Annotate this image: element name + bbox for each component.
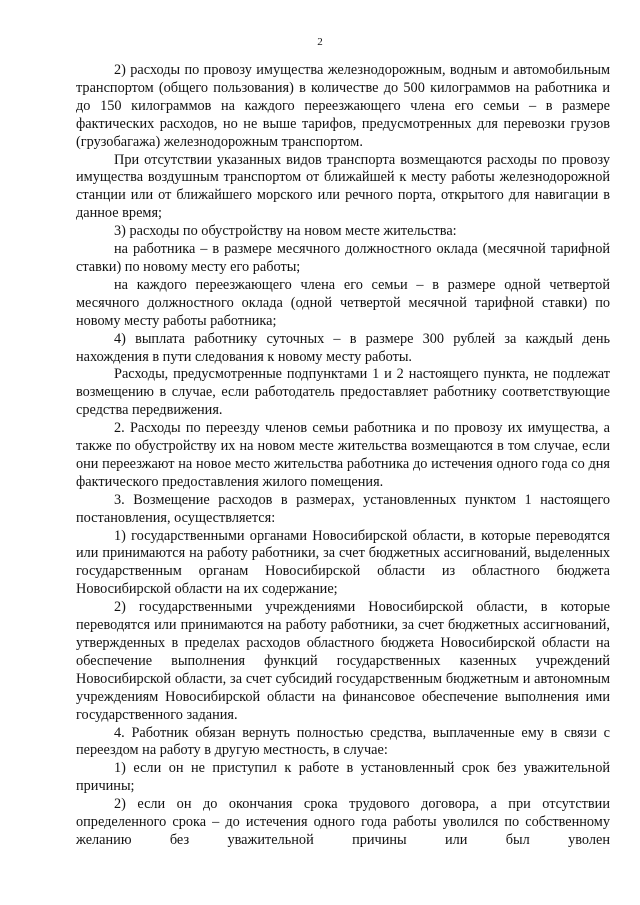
paragraph-settling-expenses: 3) расходы по обустройству на новом месте жительства: bbox=[114, 223, 457, 240]
paragraph-transport-exclusion: Расходы, предусмотренные подпунктами 1 и 2 настоящего пункта, не подлежат возмещению в случае, если работодатель предоставляет работнику соответствующие средства передвижения. bbox=[76, 366, 610, 419]
paragraph-freight-expenses: 2) расходы по провозу имущества железнодорожным, водным и автомобильным транспортом (общего пользования) в количестве до 500 килограммов на работника и до 150 килограммов на каждого переезжающего члена его семьи – в размере фактических расходов, но не выше тарифов, предусмотренных для перевозки грузов (грузобагажа) железнодорожным транспортом. bbox=[76, 62, 610, 150]
paragraph-employee-allowance: на работника – в размере месячного должностного оклада (месячной тарифной ставки) по новому месту его работы; bbox=[76, 241, 610, 275]
paragraph-refund-obligation: 4. Работник обязан вернуть полностью средства, выплаченные ему в связи с переездом на работу в другую местность, в случае: bbox=[76, 724, 610, 759]
paragraph-per-diem: 4) выплата работнику суточных – в размере 300 рублей за каждый день нахождения в пути следования к новому месту работы. bbox=[76, 330, 610, 365]
paragraph-state-institutions: 2) государственными учреждениями Новосибирской области, в которые переводятся или принимаются на работу работники, за счет бюджетных ассигнований, утвержденных в пределах расходов областного бюджета Новосибирской области на обеспечение выполнения функций государственных казенных учреждений Новосибирской области, за счет субсидий государственным бюджетным и автономным учреждениям Новосибирской области на финансовое обеспечение выполнения ими государственного задания. bbox=[76, 599, 610, 723]
paragraph-family-relocation: 2. Расходы по переезду членов семьи работника и по провозу их имущества, а также по обустройству их на новом месте жительства возмещаются в том случае, если они переезжают на новое место жительства работника до истечения одного года со дня фактического предоставления жилого помещения. bbox=[76, 420, 610, 490]
paragraph-reimbursement-sources: 3. Возмещение расходов в размерах, установленных пунктом 1 настоящего постановления, осуществляется: bbox=[76, 491, 610, 526]
page-number: 2 bbox=[317, 36, 323, 48]
paragraph-family-member-allowance: на каждого переезжающего члена его семьи – в размере одной четвертой месячного должностного оклада (одной четвертой месячной тарифной ставки) по новому месту работы работника; bbox=[76, 276, 610, 329]
document-body bbox=[76, 62, 610, 850]
paragraph-air-transport: При отсутствии указанных видов транспорта возмещаются расходы по провозу имущества воздушным транспортом от ближайшей к месту работы железнодорожной станции или от ближайшего морского или речного порта, открытого для навигации в данное время; bbox=[76, 151, 610, 222]
paragraph-refund-case-1: 1) если он не приступил к работе в установленный срок без уважительной причины; bbox=[76, 760, 610, 795]
paragraph-state-bodies: 1) государственными органами Новосибирской области, в которые переводятся или принимаются на работу работники, за счет бюджетных ассигнований, выделенных государственным органам Новосибирской области из областного бюджета Новосибирской области на их содержание; bbox=[76, 527, 610, 598]
paragraph-refund-case-2: 2) если он до окончания срока трудового договора, а при отсутствии определенного срока – до истечения одного года работы уволился по собственному желанию без уважительной причины или был уволен bbox=[76, 796, 610, 848]
